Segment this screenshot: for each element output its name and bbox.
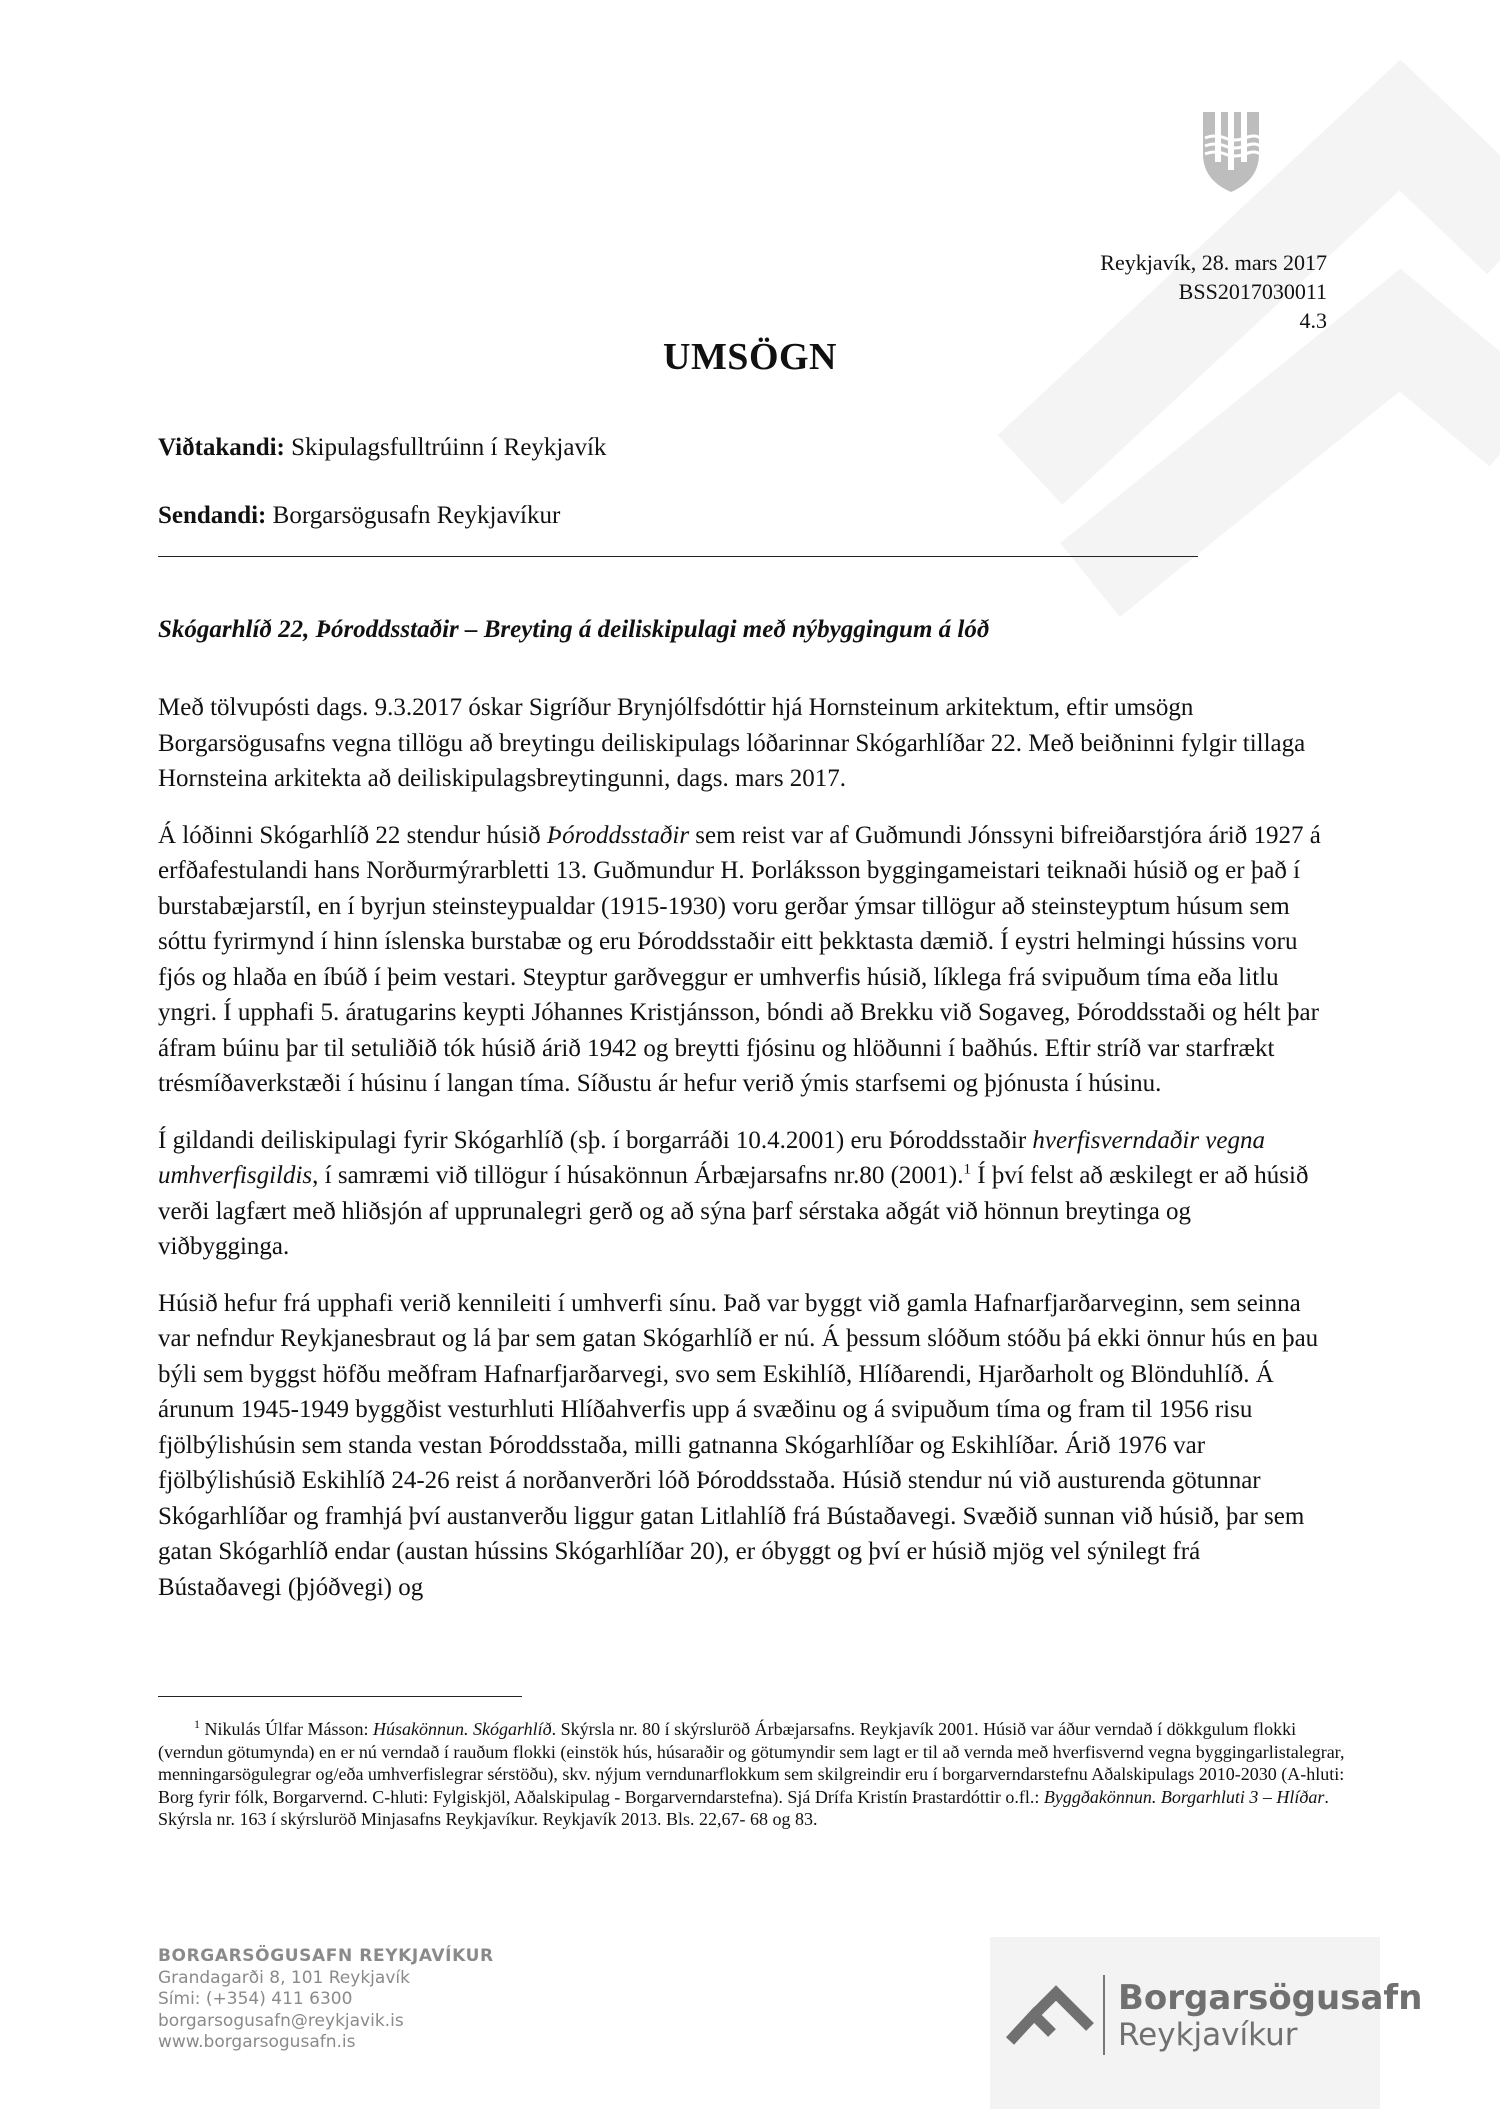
footer-address: Grandagarði 8, 101 Reykjavík <box>158 1967 410 1988</box>
paragraph-3-emphasis: hverfisverndaðir vegna umhverfisgildis <box>158 1126 1265 1189</box>
logo-city: Reykjavíkur <box>1118 2017 1298 2053</box>
paragraph-2-text: sem reist var af Guðmundi Jónssyni bifreiðarstjóra árið 1927 á erfðafestulandi hans Norðurmýrarbletti 13. Guðmundur H. Þorláksson byggingameistari teiknaði húsið og er það í burstabæjarstíl, en í byrjun steinsteypualdar (1915-1930) voru gerðar ýmsar tillögur að steinsteyptum húsum sem sóttu fyrirmynd í hinn íslenska burstabæ og eru Þóroddsstaðir eitt þekktasta dæmið. Í eystri helmingi hússins voru fjós og hlaða en íbúð í þeim vestari. Steyptur garðveggur er umhverfis húsið, líklega frá svipuðum tíma eða litlu yngri. Í upphafi 5. áratugarins keypti Jóhannes Kristjánsson, bóndi að Brekku við Sogaveg, Þóroddsstaði og hélt þar áfram búinu þar til setuliðið tók húsið árið 1942 og breytti fjósinu og hlöðunni í baðhús. Eftir stríð var starfrækt trésmíðaverkstæði í húsinu í langan tíma. Síðustu ár hefur verið ýmis starfsemi og þjónusta í húsinu. <box>158 821 1321 1097</box>
footer-email[interactable]: borgarsogusafn@reykjavik.is <box>158 2010 404 2031</box>
subject-line: Skógarhlíð 22, Þóroddsstaðir – Breyting á deiliskipulagi með nýbyggingum á lóð <box>158 616 990 643</box>
footnote-reference[interactable]: 1 <box>963 1161 972 1178</box>
paragraph-2-emphasis: Þóroddsstaðir <box>546 821 690 849</box>
paragraph-3 <box>158 1123 1328 1265</box>
reference-number: BSS2017030011 <box>1178 279 1327 304</box>
recipient-line <box>158 434 606 462</box>
logo-name: Borgarsögusafn <box>1118 1978 1423 2018</box>
footer-website[interactable]: www.borgarsogusafn.is <box>158 2032 356 2052</box>
sender-line <box>158 502 560 530</box>
footnote-text: . Skýrsla nr. 80 í skýrsluröð Árbæjarsafns. Reykjavík 2001. Húsið var áður verndað í dökkgulum flokki (verndun götumynda) en er nú verndað í rauðum flokki (einstök hús, húsaraðir og götumyndir sem lagt er til að vernda með hverfisvernd vegna byggingarlistalegrar, menningarsögulegrar og/eða umhverfislegrar sérstöðu), skv. nýjum verndunarflokkum sem skilgreindir eru í borgarverndarstefnu Aðalskipulags 2010-2030 (A-hluti: Borg fyrir fólk, Borgarvernd. C-hluti: Fylgiskjöl, Aðalskipulag - Borgarverndarstefna). Sjá Drífa Kristín Þrastardóttir o.fl.: <box>158 1719 1345 1807</box>
paragraph-2-text: Á lóðinni Skógarhlíð 22 stendur húsið <box>158 821 547 849</box>
header-divider <box>158 556 1198 557</box>
footnote <box>158 1718 1358 1831</box>
sender-label: Sendandi: <box>158 502 267 529</box>
logo-divider <box>1103 1975 1105 2055</box>
paragraph-3-text: , í samræmi við tillögur í húsakönnun Árbæjarsafns nr.80 (2001). <box>312 1162 964 1189</box>
paragraph-3-text: Í því felst að æskilegt er að húsið verði lagfært með hliðsjón af upprunalegri gerð og að sýna þarf sérstaka aðgát við hönnun breytinga og viðbygginga. <box>158 1162 1309 1260</box>
recipient-label: Viðtakandi: <box>158 434 285 461</box>
footnote-text: Nikulás Úlfar Másson: <box>200 1719 373 1739</box>
borgarsogusafn-mark-icon <box>1004 1975 1096 2055</box>
recipient-value: Skipulagsfulltrúinn í Reykjavík <box>291 434 607 461</box>
paragraph-1: Með tölvupósti dags. 9.3.2017 óskar Sigríður Brynjólfsdóttir hjá Hornsteinum arkitektum, eftir umsögn Borgarsögusafns vegna tillögu að breytingu deiliskipulags lóðarinnar Skógarhlíðar 22. Með beiðninni fylgir tillaga Hornsteina arkitekta að deiliskipulagsbreytingunni, dags. mars 2017. <box>158 694 1306 792</box>
footnote-text: . Skýrsla nr. 163 í skýrsluröð Minjasafns Reykjavíkur. Reykjavík 2013. Bls. 22,67- 68 og 83. <box>158 1786 1329 1829</box>
footer-phone: Sími: (+354) 411 6300 <box>158 1989 353 2009</box>
footnote-emphasis: Byggðakönnun. Borgarhluti 3 – Hlíðar <box>1043 1786 1325 1807</box>
paragraph-3-text: Í gildandi deiliskipulagi fyrir Skógarhlíð (sþ. í borgarráði 10.4.2001) eru Þóroddsstaðir <box>158 1126 1033 1154</box>
footnote-emphasis: Húsakönnun. Skógarhlíð <box>372 1719 552 1739</box>
paragraph-2 <box>158 818 1328 1102</box>
document-title: UMSÖGN <box>663 336 837 378</box>
letter-body <box>158 690 1328 1626</box>
borgarsogusafn-logo <box>990 1937 1423 2109</box>
footer-org: BORGARSÖGUSAFN REYKJAVÍKUR <box>158 1946 494 1966</box>
footer-contact <box>158 1946 494 2054</box>
footnote-number: 1 <box>194 1717 200 1731</box>
footnote-divider <box>158 1696 522 1697</box>
date-line: Reykjavík, 28. mars 2017 <box>1100 250 1327 275</box>
header-meta <box>1100 248 1327 335</box>
sender-value: Borgarsögusafn Reykjavíkur <box>272 502 561 529</box>
reykjavik-crest-icon <box>1200 108 1262 194</box>
item-number: 4.3 <box>1299 308 1327 333</box>
paragraph-4: Húsið hefur frá upphafi verið kennileiti í umhverfi sínu. Það var byggt við gamla Hafnarfjarðarveginn, sem seinna var nefndur Reykjanesbraut og lá þar sem gatan Skógarhlíð er nú. Á þessum slóðum stóðu þá ekki önnur hús en þau býli sem byggst höfðu meðfram Hafnarfjarðarvegi, svo sem Eskihlíð, Hlíðarendi, Hjarðarholt og Blönduhlíð. Á árunum 1945-1949 byggðist vesturhluti Hlíðahverfis upp á svæðinu og á svipuðum tíma og fram til 1956 risu fjölbýlishúsin sem standa vestan Þóroddsstaða, milli gatnanna Skógarhlíðar og Eskihlíðar. Árið 1976 var fjölbýlishúsið Eskihlíð 24-26 reist á norðanverðri lóð Þóroddsstaða. Húsið stendur nú við austurenda götunnar Skógarhlíðar og framhjá því austanverðu liggur gatan Litlahlíð frá Bústaðavegi. Svæðið sunnan við húsið, þar sem gatan Skógarhlíð endar (austan hússins Skógarhlíðar 20), er óbyggt og því er húsið mjög vel sýnilegt frá Bústaðavegi (þjóðvegi) og <box>158 1289 1319 1601</box>
